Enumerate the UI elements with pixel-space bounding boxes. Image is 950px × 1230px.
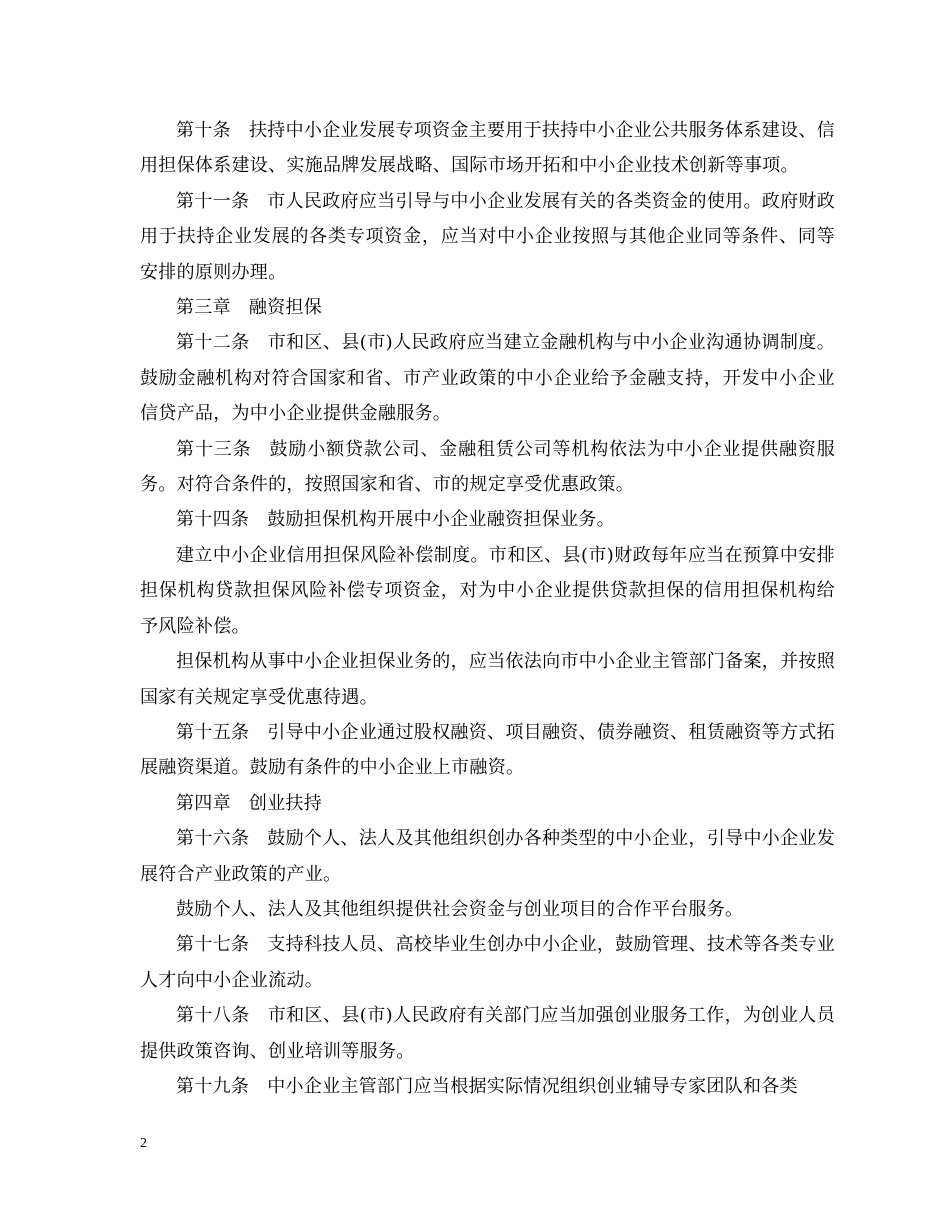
- article-text: 引导中小企业通过股权融资、项目融资、债券融资、租赁融资等方式拓展融资渠道。鼓励有条件的中小企业上市融资。: [140, 721, 836, 779]
- article-text: 市和区、县(市)人民政府有关部门应当加强创业服务工作，为创业人员提供政策咨询、创业培训等服务。: [140, 1005, 835, 1062]
- article-14-clause-3: [140, 644, 835, 715]
- article-number: 第十九条: [176, 1075, 250, 1097]
- article-13: [140, 432, 835, 503]
- article-number: 第十四条: [176, 509, 250, 531]
- chapter-title: 创业扶持: [248, 792, 323, 814]
- chapter-3-heading: [140, 290, 835, 325]
- article-19: [140, 1069, 835, 1104]
- article-text: 扶持中小企业发展专项资金主要用于扶持中小企业公共服务体系建设、信用担保体系建设、实施品牌发展战略、国际市场开拓和中小企业技术创新等事项。: [140, 120, 835, 177]
- article-number: 第十六条: [176, 828, 250, 850]
- page-number: 2: [140, 1136, 147, 1151]
- chapter-title: 融资担保: [248, 297, 323, 319]
- article-text: 鼓励个人、法人及其他组织创办各种类型的中小企业，引导中小企业发展符合产业政策的产业。: [140, 828, 836, 885]
- chapter-number: 第三章: [176, 297, 231, 319]
- article-16-clause-2: [140, 892, 835, 927]
- article-14: [140, 502, 835, 537]
- clause-text: 担保机构从事中小企业担保业务的，应当依法向市中小企业主管部门备案，并按照国家有关规定享受优惠待遇。: [140, 651, 835, 708]
- article-11: [140, 184, 835, 290]
- article-16: [140, 821, 835, 892]
- article-number: 第十七条: [176, 934, 250, 956]
- chapter-4-heading: [140, 786, 835, 821]
- clause-text: 建立中小企业信用担保风险补偿制度。市和区、县(市)财政每年应当在预算中安排担保机构贷款担保风险补偿专项资金，对为中小企业提供贷款担保的信用担保机构给予风险补偿。: [140, 544, 835, 637]
- article-text: 市人民政府应当引导与中小企业发展有关的各类资金的使用。政府财政用于扶持企业发展的各类专项资金，应当对中小企业按照与其他企业同等条件、同等安排的原则办理。: [140, 190, 836, 283]
- article-number: 第十三条: [176, 438, 252, 460]
- chapter-number: 第四章: [176, 792, 231, 814]
- article-text: 市和区、县(市)人民政府应当建立金融机构与中小企业沟通协调制度。鼓励金融机构对符合国家和省、市产业政策的中小企业给予金融支持，开发中小企业信贷产品，为中小企业提供金融服务。: [140, 332, 835, 425]
- article-number: 第十条: [176, 120, 231, 141]
- article-text: 鼓励小额贷款公司、金融租赁公司等机构依法为中小企业提供融资服务。对符合条件的，按照国家和省、市的规定享受优惠政策。: [140, 438, 835, 496]
- article-number: 第十一条: [176, 190, 250, 212]
- article-number: 第十八条: [176, 1005, 250, 1027]
- article-text: 支持科技人员、高校毕业生创办中小企业，鼓励管理、技术等各类专业人才向中小企业流动。: [140, 934, 836, 991]
- article-text: 鼓励担保机构开展中小企业融资担保业务。: [267, 509, 615, 531]
- article-17: [140, 927, 835, 998]
- article-number: 第十二条: [176, 332, 250, 354]
- article-number: 第十五条: [176, 721, 250, 743]
- article-text: 中小企业主管部门应当根据实际情况组织创业辅导专家团队和各类: [267, 1075, 798, 1097]
- article-10: [140, 113, 835, 184]
- article-18: [140, 998, 835, 1069]
- body-text: [140, 113, 835, 1104]
- article-14-clause-2: [140, 538, 835, 644]
- clause-text: 鼓励个人、法人及其他组织提供社会资金与创业项目的合作平台服务。: [176, 898, 744, 920]
- article-15: [140, 715, 835, 786]
- article-12: [140, 325, 835, 431]
